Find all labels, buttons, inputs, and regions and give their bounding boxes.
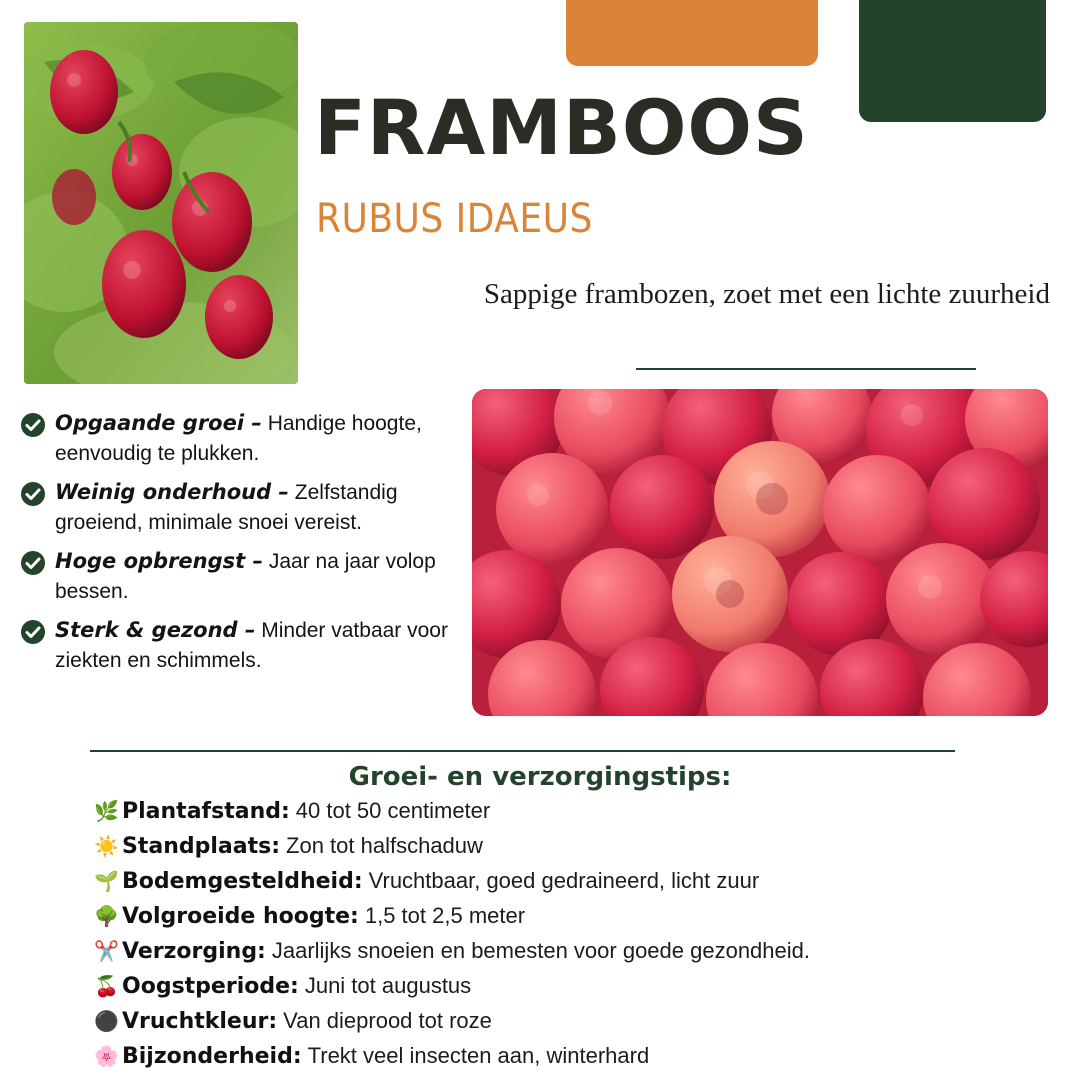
herb-icon: 🌿 [94,801,119,823]
list-item [20,546,470,607]
list-item [0,1008,1080,1035]
benefit-text [55,546,470,607]
benefit-text [55,477,470,538]
tip-value: 40 tot 50 centimeter [295,798,491,823]
blossom-icon: 🌸 [94,1046,119,1068]
benefit-text [55,408,470,469]
tip-label: Verzorging: [122,939,266,964]
divider-short [636,368,976,370]
tips-list [0,798,1080,1078]
tip-label: Vruchtkleur: [122,1009,278,1034]
check-circle-icon [20,550,46,576]
tip-label: Bodemgesteldheid: [122,869,363,894]
tip-value: Juni tot augustus [304,973,472,998]
divider-long [90,750,955,752]
list-item [0,973,1080,1000]
seedling-icon: 🌱 [94,871,119,893]
check-circle-icon [20,619,46,645]
tip-value: Vruchtbaar, goed gedraineerd, licht zuur [368,868,760,893]
scissors-icon: ✂️ [94,941,119,963]
list-item [0,833,1080,860]
benefits-list [20,408,470,684]
tip-label: Plantafstand: [122,799,290,824]
tip-label: Bijzonderheid: [122,1044,302,1069]
list-item [0,1043,1080,1070]
benefit-desc: Zelfstandig groeiend, minimale snoei vereist. [55,481,398,534]
tip-label: Oogstperiode: [122,974,299,999]
tip-value: 1,5 tot 2,5 meter [364,903,526,928]
tips-title: Groei- en verzorgingstips: [348,762,732,792]
harvested-raspberries-photo [472,389,1048,716]
tip-label: Volgroeide hoogte: [122,904,359,929]
tree-icon: 🌳 [94,906,119,928]
benefit-label: Opgaande groei – [55,411,262,435]
benefit-desc: Jaar na jaar volop bessen. [55,550,436,603]
black-circle-icon: ⚫ [94,1011,119,1033]
latin-name: RUBUS IDAEUS [316,196,593,242]
list-item [20,477,470,538]
sun-icon: ☀️ [94,836,119,858]
header [0,0,1080,390]
raspberries-on-branch-photo [24,22,298,384]
check-circle-icon [20,481,46,507]
tip-value: Zon tot halfschaduw [286,833,483,858]
list-item [0,938,1080,965]
tip-value: Jaarlijks snoeien en bemesten voor goede gezondheid. [271,938,810,963]
tip-value: Van dieprood tot roze [283,1008,492,1033]
benefit-text [55,615,470,676]
tagline: Sappige frambozen, zoet met een lichte zuurheid [483,278,1050,310]
benefit-label: Hoge opbrengst – [55,549,264,573]
list-item [0,868,1080,895]
tip-value: Trekt veel insecten aan, winterhard [307,1043,650,1068]
cherries-icon: 🍒 [94,976,119,998]
tip-label: Standplaats: [122,834,281,859]
list-item [0,798,1080,825]
benefit-label: Sterk & gezond – [55,618,256,642]
check-circle-icon [20,412,46,438]
page-title: FRAMBOOS [314,83,809,172]
benefit-desc: Handige hoogte, eenvoudig te plukken. [55,412,422,465]
list-item [20,615,470,676]
benefit-label: Weinig onderhoud – [55,480,289,504]
list-item [0,903,1080,930]
benefit-desc: Minder vatbaar voor ziekten en schimmels. [55,619,448,672]
list-item [20,408,470,469]
